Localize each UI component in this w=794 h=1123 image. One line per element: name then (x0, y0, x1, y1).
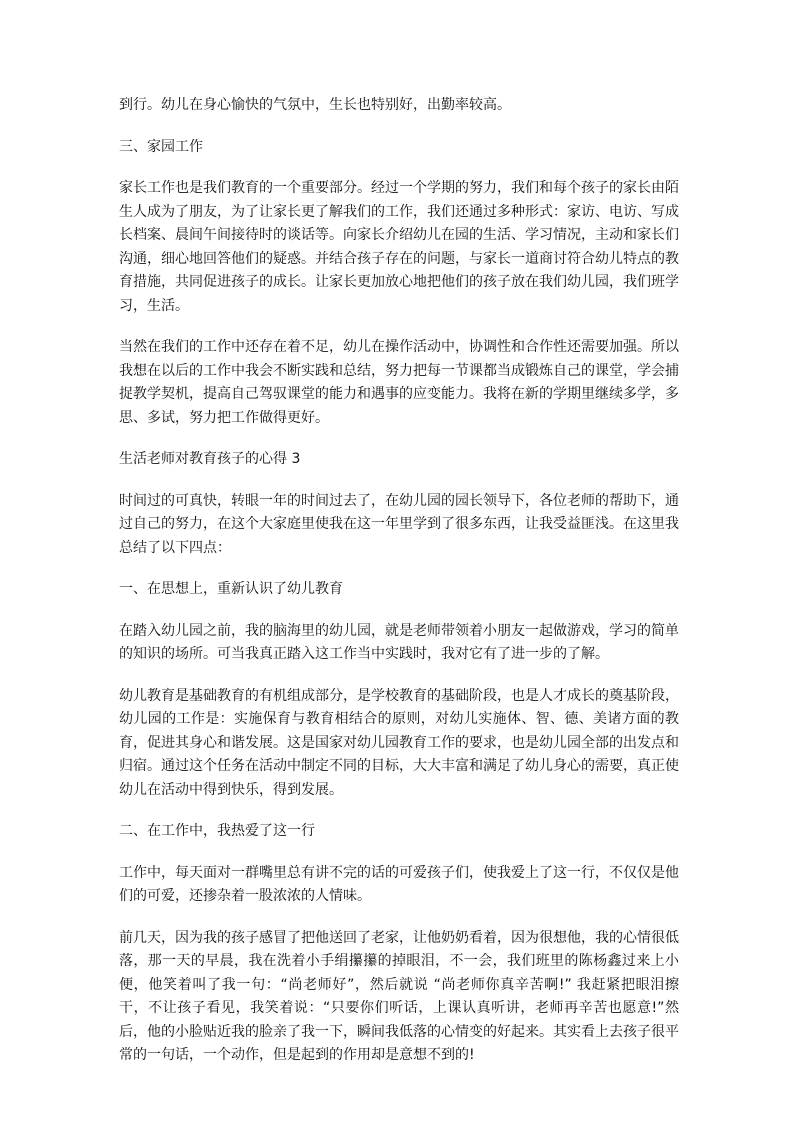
section-heading: 二、在工作中，我热爱了这一行 (119, 823, 315, 839)
paragraph: 前几天，因为我的孩子感冒了把他送回了老家，让他奶奶看着，因为很想他，我的心情很低落，那一天的早晨，我在洗着小手绢攥攥的掉眼泪，不一会，我们班里的陈杨鑫过来上小便，他笑着叫了我一句：“尚老师好”，然后就说 “尚老师你真辛苦啊!” 我赶紧把眼泪擦干，不让孩子看见，我笑着说：“只要你们听话，上课认真听讲，老师再辛苦也愿意!”然后，他的小脸贴近我的脸亲了我一下，瞬间我低落的心情变的好起来。其实看上去孩子很平常的一句话，一个动作，但是起到的作用却是意想不到的! (119, 929, 679, 1063)
section-heading: 三、家园工作 (119, 138, 203, 155)
paragraph: 工作中，每天面对一群嘴里总有讲不完的话的可爱孩子们，使我爱上了这一行，不仅仅是他们的可爱，还掺杂着一股浓浓的人情味。 (119, 864, 679, 904)
paragraph: 家长工作也是我们教育的一个重要部分。经过一个学期的努力，我们和每个孩子的家长由陌生人成为了朋友，为了让家长更了解我们的工作，我们还通过多种形式：家访、电访、写成长档案、晨间午间接待时的谈话等。向家长介绍幼儿在园的生活、学习情况，主动和家长们沟通，细心地回答他们的疑惑。并结合孩子存在的问题，与家长一道商讨符合幼儿特点的教育措施，共同促进孩子的成长。让家长更加放心地把他们的孩子放在我们幼儿园，我们班学习，生活。 (119, 180, 679, 314)
document-title: 生活老师对教育孩子的心得 3 (119, 451, 301, 467)
paragraph: 时间过的可真快，转眼一年的时间过去了，在幼儿园的园长领导下，各位老师的帮助下，通过自己的努力，在这个大家庭里使我在这一年里学到了很多东西，让我受益匪浅。在这里我总结了以下四点： (119, 492, 679, 556)
paragraph: 在踏入幼儿园之前，我的脑海里的幼儿园，就是老师带领着小朋友一起做游戏，学习的简单的知识的场所。可当我真正踏入这工作当中实践时，我对它有了进一步的了解。 (119, 622, 679, 662)
document-page (119, 94, 679, 1068)
paragraph: 当然在我们的工作中还存在着不足，幼儿在操作活动中，协调性和合作性还需要加强。所以我想在以后的工作中我会不断实践和总结，努力把每一节课都当成锻炼自己的课堂，学会捕捉教学契机，提高自己驾驭课堂的能力和遇事的应变能力。我将在新的学期里继续多学，多思、多试，努力把工作做得更好。 (119, 339, 679, 426)
paragraph: 幼儿教育是基础教育的有机组成部分，是学校教育的基础阶段，也是人才成长的奠基阶段，幼儿园的工作是：实施保育与教育相结合的原则，对幼儿实施体、智、德、美诸方面的教育，促进其身心和谐发展。这是国家对幼儿园教育工作的要求，也是幼儿园全部的出发点和归宿。通过这个任务在活动中制定不同的目标，大大丰富和满足了幼儿身心的需要，真正使幼儿在活动中得到快乐，得到发展。 (119, 687, 679, 798)
section-heading: 一、在思想上，重新认识了幼儿教育 (119, 581, 343, 597)
paragraph: 到行。幼儿在身心愉快的气氛中，生长也特别好，出勤率较高。 (119, 97, 511, 113)
